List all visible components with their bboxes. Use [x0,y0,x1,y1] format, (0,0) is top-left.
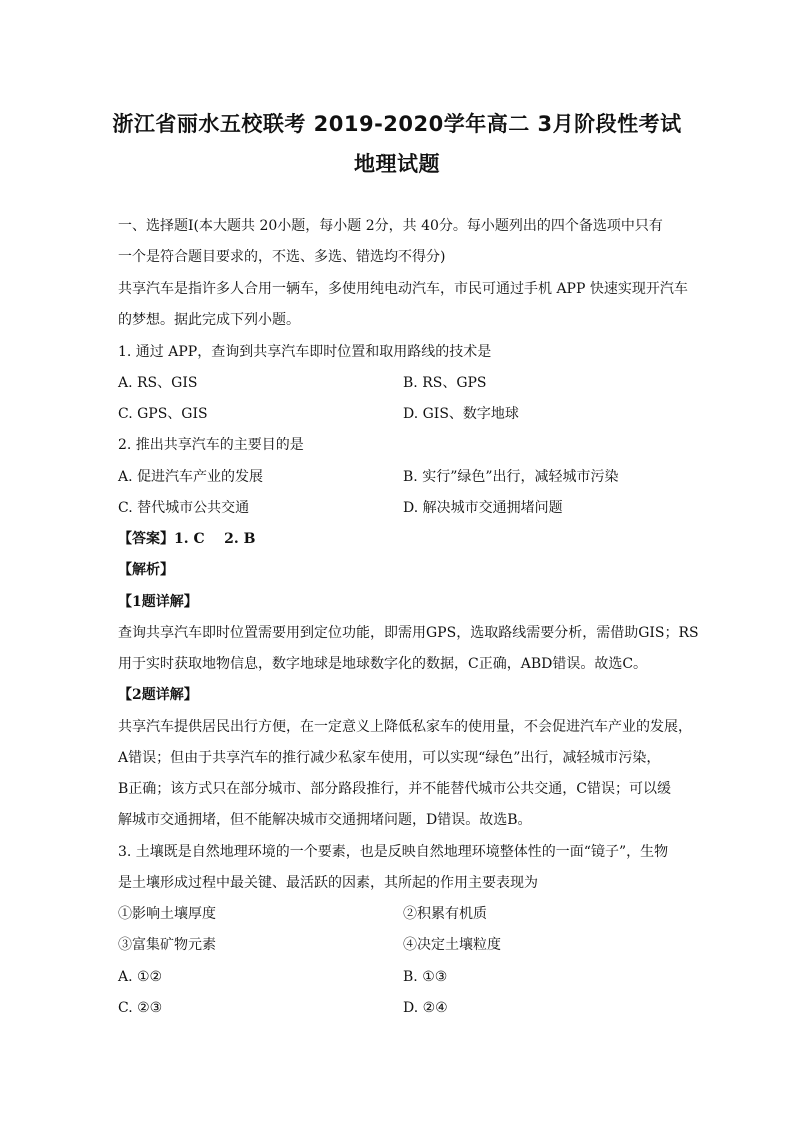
question-1-option-a: A. RS、GIS [118,375,198,391]
question-2-stem: 2. 推出共享汽车的主要目的是 [118,437,304,453]
detail-2-heading: 【2题详解】 [118,687,198,703]
question-1-stem: 1. 通过 APP，查询到共享汽车即时位置和取用路线的技术是 [118,344,492,360]
question-3-option-c: C. ②③ [118,1000,163,1016]
analysis-heading: 【解析】 [118,562,174,578]
title-line-2: 地理试题 [354,152,440,176]
question-3-option-b: B. ①③ [403,969,448,985]
question-2-option-a: A. 促进汽车产业的发展 [118,469,264,485]
question-3-stem-line-2: 是土壤形成过程中最关键、最活跃的因素，其所起的作用主要表现为 [118,875,538,891]
question-3-option-d: D. ②④ [403,1000,448,1016]
question-2-option-b: B. 实行”绿色”出行，减轻城市污染 [403,469,619,485]
question-3-stem-line-1: 3. 土壤既是自然地理环境的一个要素，也是反映自然地理环境整体性的一面“镜子”，生物 [118,844,669,860]
detail-2-line-1: 共享汽车提供居民出行方便，在一定意义上降低私家车的使用量，不会促进汽车产业的发展， [118,719,692,735]
question-2-option-d: D. 解决城市交通拥堵问题 [403,500,563,516]
question-3-item-1: ①影响土壤厚度 [118,906,216,922]
question-2-option-c: C. 替代城市公共交通 [118,500,250,516]
question-1-option-b: B. RS、GPS [403,375,487,391]
section-heading-line-2: 一个是符合题目要求的，不选、多选、错选均不得分) [118,249,446,265]
answer-line: 【答案】1. C 2. B [118,531,256,547]
question-3-item-4: ④决定土壤粒度 [403,937,501,953]
section-heading-line-1: 一、选择题Ⅰ(本大题共 20小题，每小题 2分，共 40分。每小题列出的四个备选项中只有 [118,218,663,234]
detail-1-heading: 【1题详解】 [118,594,198,610]
detail-2-line-2: A错误；但由于共享汽车的推行减少私家车使用，可以实现“绿色”出行，减轻城市污染， [118,750,661,766]
detail-2-line-3: B正确；该方式只在部分城市、部分路段推行，并不能替代城市公共交通，C错误；可以缓 [118,781,671,797]
detail-2-line-4: 解城市交通拥堵，但不能解决城市交通拥堵问题，D错误。故选B。 [118,812,532,828]
question-3-item-3: ③富集矿物元素 [118,937,216,953]
question-1-option-c: C. GPS、GIS [118,406,208,422]
detail-1-line-2: 用于实时获取地物信息，数字地球是地球数字化的数据，C正确，ABD错误。故选C。 [118,656,648,672]
material-line-2: 的梦想。据此完成下列小题。 [118,312,300,328]
title-line-1: 浙江省丽水五校联考 2019-2020学年高二 3月阶段性考试 [112,112,682,136]
question-3-option-a: A. ①② [118,969,163,985]
material-line-1: 共享汽车是指许多人合用一辆车，多使用纯电动汽车，市民可通过手机 APP 快速实现开汽车 [118,281,688,297]
detail-1-line-1: 查询共享汽车即时位置需要用到定位功能，即需用GPS，选取路线需要分析，需借助GIS；RS [118,625,699,641]
question-1-option-d: D. GIS、数字地球 [403,406,519,422]
question-3-item-2: ②积累有机质 [403,906,487,922]
